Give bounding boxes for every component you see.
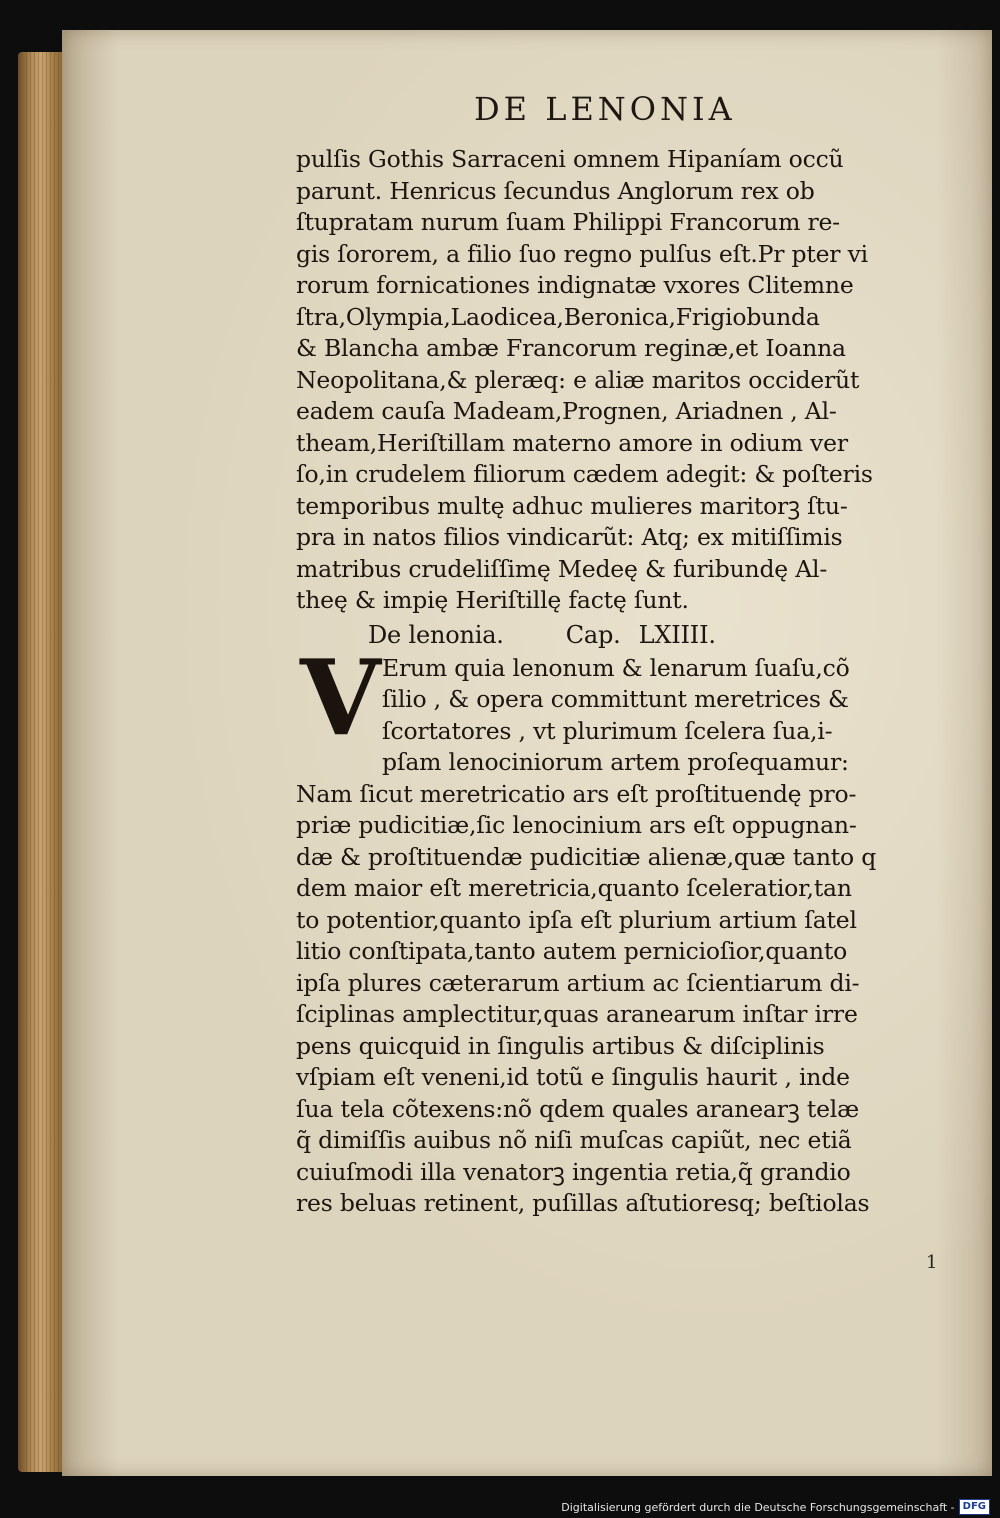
text-line: ſilio , & opera committunt meretrices & [382, 685, 849, 713]
text-line: pulſis Gothis Sarraceni omnem Hipaníam occũ [296, 145, 844, 173]
text-line: matribus crudeliſſimę Medeę & furibundę Al- [296, 554, 828, 583]
text-line: pra in natos filios vindicarũt: Atq; ex mitiſſimis [296, 523, 843, 551]
running-title: DE LENONIA [474, 90, 736, 128]
chapter-title: De lenonia. [368, 620, 504, 649]
text-line: vſpiam eſt veneni,id totũ e ſingulis haurit , inde [296, 1063, 850, 1091]
footer-credit: Digitalisierung gefördert durch die Deutsche Forschungsgemeinschaft - [561, 1500, 955, 1514]
text-line: dæ & proſtituendæ pudicitiæ alienæ,quæ tanto q [296, 842, 877, 871]
drop-initial: V [300, 635, 381, 759]
chapter-cap-label: Cap. [565, 620, 621, 649]
chapter-opening [296, 635, 946, 779]
text-line: cuiuſmodi illa venatorꝫ ingentia retia,q̃ grandio [296, 1157, 851, 1186]
text-line: Neopolitana,& pleræq: e aliæ maritos occiderũt [296, 365, 860, 394]
text-line: Erum quia lenonum & lenarum ſuaſu,cõ [382, 653, 850, 682]
chapter-heading [296, 617, 946, 653]
text-line: Nam ſicut meretricatio ars eſt proſtituendę pro- [296, 779, 857, 808]
text-line: pſam lenociniorum artem proſequamur: [382, 748, 849, 776]
text-line: gis ſororem, a filio ſuo regno pulſus eſt.Pr pter vi [296, 239, 868, 268]
text-line: rorum fornicationes indignatæ vxores Clitemne [296, 271, 854, 299]
text-line: parunt. Henricus ſecundus Anglorum rex ob [296, 176, 815, 205]
text-line: eadem cauſa Madeam,Prognen, Ariadnen , Al- [296, 397, 837, 425]
text-line: ipſa plures cæterarum artium ac ſcientiarum di- [296, 968, 860, 997]
text-line: ſciplinas amplectitur,quas aranearum inſtar irre [296, 1000, 858, 1028]
page-text [296, 144, 946, 1220]
text-line: litio conſtipata,tanto autem pernicioſior,quanto [296, 937, 848, 965]
chapter-number: LXIIII. [638, 620, 716, 649]
text-line: q̃ dimiſſis auibus nõ niſi muſcas capiũt, nec etiã [296, 1126, 852, 1154]
footer [561, 1498, 990, 1516]
text-line: ſo,in crudelem filiorum cædem adegit: & poſteris [296, 460, 873, 488]
text-line: & Blancha ambæ Francorum reginæ,et Ioanna [296, 334, 846, 362]
text-line: ſua tela cõtexens:nõ qdem quales aranearꝫ telæ [296, 1094, 860, 1123]
text-line: res beluas retinent, puſillas aſtutioresq; beſtiolas [296, 1189, 870, 1217]
dfg-logo: DFG [959, 1499, 990, 1515]
paragraph-bottom [296, 779, 946, 1220]
text-line: ſtupratam nurum ſuam Philippi Francorum re- [296, 208, 840, 236]
text-line: ſtra,Olympia,Laodicea,Beronica,Frigiobunda [296, 302, 820, 331]
text-line: pens quicquid in ſingulis artibus & diſciplinis [296, 1031, 825, 1060]
paragraph-top [296, 144, 946, 617]
text-line: temporibus multę adhuc mulieres maritorꝫ ſtu- [296, 491, 848, 520]
text-line: priæ pudicitiæ,ſic lenocinium ars eſt oppugnan- [296, 811, 857, 839]
text-line: theę & impię Heriſtillę factę ſunt. [296, 586, 689, 614]
text-line: to potentior,quanto ipſa eſt plurium artium ſatel [296, 905, 857, 934]
paragraph-indented [296, 635, 946, 779]
text-line: dem maior eſt meretricia,quanto ſceleratior,tan [296, 874, 852, 902]
page-mark: 1 [926, 1252, 938, 1273]
text-line: theam,Heriſtillam materno amore in odium ver [296, 428, 848, 457]
text-line: ſcortatores , vt plurimum ſcelera ſua,i- [382, 716, 833, 745]
